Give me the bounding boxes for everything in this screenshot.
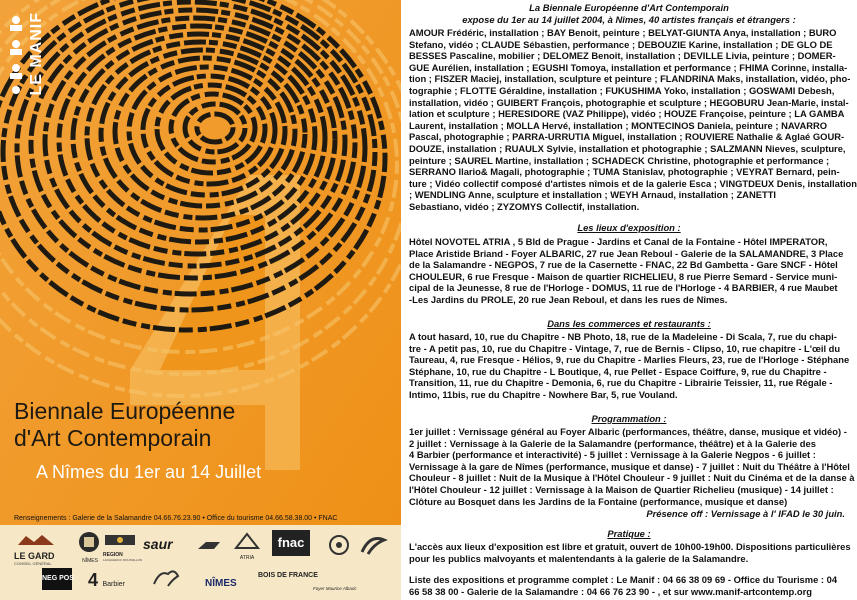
programmation-line: Vernissage à la gare de Nîmes (performance, musique et danse) - 7 juillet : Nuit du Théâtre à l'Hôtel xyxy=(409,460,850,472)
renseignements: Renseignements : Galerie de la Salamandre 04.66.76.23.90 • Office du tourisme 04.66.58.38.00 • FNAC xyxy=(14,515,338,522)
barbier-text: Barbier xyxy=(102,581,126,588)
region-logo xyxy=(103,533,143,562)
artists-line: installation, vidéo ; GUIBERT François, photographie et sculpture ; HEGOBURU Jean-Marie, instal- xyxy=(409,96,849,108)
commerces-line: Intimo, 11bis, rue du Chapitre - Nowhere Bar, 5, rue Vouland. xyxy=(409,389,678,400)
brand-label: LE MANIF xyxy=(28,12,45,96)
lieux-line: de la Salamandre - NEGPOS, 7 rue de la Casernette - FNAC, 22 Bd Gambetta - Gare SNCF - Hôtel xyxy=(409,259,838,271)
pratique-line: L'accès aux lieux d'exposition est libre et gratuit, ouvert de 10h00-19h00. Dispositions particulières xyxy=(409,541,851,552)
commerces-line: tre - A petit pas, 10, rue du Chapitre - Vintage, 7, rue de Bernis - Clipso, 10, rue chapitre - L'œil du xyxy=(409,342,841,354)
le-gard-logo xyxy=(14,533,58,566)
le-gard-sub: CONSEIL GÉNÉRAL xyxy=(14,561,52,566)
poster-panel xyxy=(0,0,401,600)
artists-line: Stefano, vidéo ; CLAUDE Sébastien, performance ; DEBOUZIE Karine, installation ; DE GLO DE xyxy=(409,38,833,50)
commerces-line: Stéphane, 10, rue du Chapitre - L Boutique, 4, rue Pellet - Espace Coiffure, 9, rue du Chapitre - xyxy=(409,365,827,377)
commerces-line: Taureau, 4, rue Fresque - Hélios, 9, rue du Chapitre - Marlies Fleurs, 23, rue de l'Horloge - Stéphane xyxy=(409,354,850,366)
commerces-line: Transition, 11, rue du Chapitre - Demonia, 6, rue du Chapitre - Librairie Teissier, 11, rue Régale - xyxy=(409,377,833,389)
artists-line: tographie ; FLOTTE Géraldine, installation ; FUKUSHIMA Yoko, installation ; GOSWAMI Debesh, xyxy=(409,85,835,96)
poster-title-line1: Biennale Européenne xyxy=(14,398,236,424)
sncf-logo xyxy=(196,539,222,558)
programmation-title: Programmation : xyxy=(591,413,667,424)
manif-logo xyxy=(6,8,54,104)
lieux-line: Place Aristide Briand - Foyer ALBARIC, 27 rue Jean Reboul - Galerie de la SALAMANDRE, 3 Place xyxy=(409,247,844,259)
lieux-title: Les lieux d'exposition : xyxy=(577,222,681,233)
atria-logo xyxy=(232,532,262,560)
lieux-line: Hôtel NOVOTEL ATRIA , 5 Bld de Prague - Jardins et Canal de la Fontaine - Hôtel IMPERATOR, xyxy=(409,236,828,247)
artists-line: lation et sculpture ; HERESIDORE (VAZ Philippe), vidéo ; HOUZE Françoise, peinture ; LA GAMBA xyxy=(409,108,845,120)
artists-line: AMOUR Frédéric, installation ; BAY Benoit, peinture ; BELYAT-GIUNTA Anya, installation ; BURO xyxy=(409,27,837,38)
artists-line: DOUZE, installation ; RUAULX Sylvie, installation et photographie ; SALZMANN Nieves, sculpture, xyxy=(409,143,846,154)
fnac-logo: fnac xyxy=(272,530,310,556)
nimes-crest-logo xyxy=(76,531,104,564)
artists-line: Sebastiano, vidéo ; ZYZOMYS Collectif, installation. xyxy=(409,201,640,212)
bois-de-france-logo: BOIS DE FRANCE xyxy=(258,572,318,579)
lieux-line: -Les Jardins du PROLE, 20 rue Jean Reboul, et dans les rues de Nîmes. xyxy=(409,294,728,305)
commerces-line: A tout hasard, 10, rue du Chapitre - NB Photo, 18, rue de la Madeleine - Di Scala, 7, rue du chapi- xyxy=(409,331,837,342)
poster-subtitle: A Nîmes du 1er au 14 Juillet xyxy=(36,462,262,482)
barbier-logo xyxy=(88,570,125,591)
intro-heading: La Biennale Européenne d'Art Contemporain xyxy=(529,2,729,13)
intro-subheading: expose du 1er au 14 juillet 2004, à Nîmes, 40 artistes français et étrangers : xyxy=(462,14,796,25)
pratique-title: Pratique : xyxy=(607,528,651,539)
artists-line: ; WENDLING Anne, sculpture et installation ; WEYH Arnaud, installation ; ZANETTI xyxy=(409,189,777,201)
nimes-crest-text: NÎMES xyxy=(82,558,98,564)
foyer-albaric-logo: Foyer Maurice Albaric xyxy=(313,586,357,591)
artists-line: ture ; Vidéo collectif composé d'artistes nîmois et de la galerie Esca ; VINGTDEUX Denis, installation xyxy=(409,177,857,189)
commerces-title: Dans les commerces et restaurants : xyxy=(547,318,711,329)
info-column xyxy=(401,0,857,600)
cheval-logo xyxy=(150,566,182,593)
le-gard-text: LE GARD xyxy=(14,551,55,561)
artists-line: GUE Aurélien, installation ; EGUSHI Tomoya, installation et performance ; FHIMA Corinne, installa- xyxy=(409,61,848,73)
presence-off: Présence off : Vernissage à l' IFAD le 30 juin. xyxy=(646,508,845,519)
region-text: REGION xyxy=(103,552,123,558)
programmation-line: 4 Barbier (performance et interactivité) - 5 juillet : Vernissage à la Galerie Negpos - 6 juillet : xyxy=(409,449,816,461)
artists-line: SERRANO Ilario& Magali, photographie ; TUMA Stanislav, photographie ; VEYRAT Bernard, pein- xyxy=(409,166,840,178)
artists-line: Pascal, photographie ; PARRA-URRUTIA Miguel, installation ; ROUVIERE Nathalie & Aglaé GOUR- xyxy=(409,131,845,143)
saur-logo: saur xyxy=(143,536,173,552)
partner-swirl-logo xyxy=(358,532,388,563)
contact-line: 66 58 38 00 - Galerie de la Salamandre : 04 66 76 23 90 - , et sur www.manif-artcontemp.org xyxy=(409,585,812,597)
barbier-number: 4 xyxy=(88,570,99,590)
pratique-line: pour les publics malvoyants et malentendants à la galerie de la Salamandre. xyxy=(409,552,749,564)
artists-line: BESSES Pascaline, mobilier ; DELOMEZ Benoit, installation ; DEVILLE Livia, peinture ; DOMER- xyxy=(409,50,836,62)
artists-line: tion ; FISZER Maciej, installation, sculpture et peinture ; FLANDRINA Maks, installation, vidéo, pho- xyxy=(409,73,851,85)
figures-icon xyxy=(6,10,26,100)
partner-star-logo xyxy=(326,534,352,561)
poster-title-line2: d'Art Contemporain xyxy=(14,425,212,451)
lieux-line: CHOULEUR, 6 rue Fresque - Maison de quartier RICHELIEU, 8 rue Pierre Semard - Service muni- xyxy=(409,270,838,282)
contact-line: Liste des expositions et programme complet : Le Manif : 04 66 38 09 69 - Office du Tourisme : 04 xyxy=(409,574,838,585)
programmation-line: 2 juillet : Vernissage à la Galerie de la Salamandre (performance, théâtre) et à la Galerie des xyxy=(409,437,816,449)
artists-line: Laurent, installation ; MOLLA Hervé, installation ; MONTECINOS Daniela, peinture ; NAVARRO xyxy=(409,119,828,131)
programmation-line: 1er juillet : Vernissage général au Foyer Albaric (performances, théâtre, danse, musique et vidéo) - xyxy=(409,426,847,437)
programmation-line: Chouleur - 8 juillet : Nuit de la Musique à l'Hôtel Chouleur - 9 juillet : Nuit du Cinéma et de la danse à xyxy=(409,472,855,484)
poster-artwork xyxy=(0,0,401,600)
programmation-line: l'Hôtel Chouleur - 12 juillet : Vernissage à la Maison de Quartier Richelieu (musique) - 14 juillet : xyxy=(409,484,834,495)
region-sub: LANGUEDOC ROUSSILLON xyxy=(103,558,143,562)
lieux-line: cipal de la Jeunesse, 8 rue de l'Horloge - DOMUS, 11 rue de l'Horloge - 4 BARBIER, 4 rue Maubet xyxy=(409,282,838,294)
atria-text: ATRIA xyxy=(239,555,255,561)
nimes-logo: NÎMES xyxy=(205,578,237,589)
programmation-line: Clôture au Bosquet dans les Jardins de la Fontaine (performance, musique et danse) xyxy=(409,495,788,507)
artists-line: peinture ; SAUREL Martine, installation ; SCHADECK Christine, photographie et performance ; xyxy=(409,154,830,166)
negpos-logo: NEG POS xyxy=(42,568,72,590)
